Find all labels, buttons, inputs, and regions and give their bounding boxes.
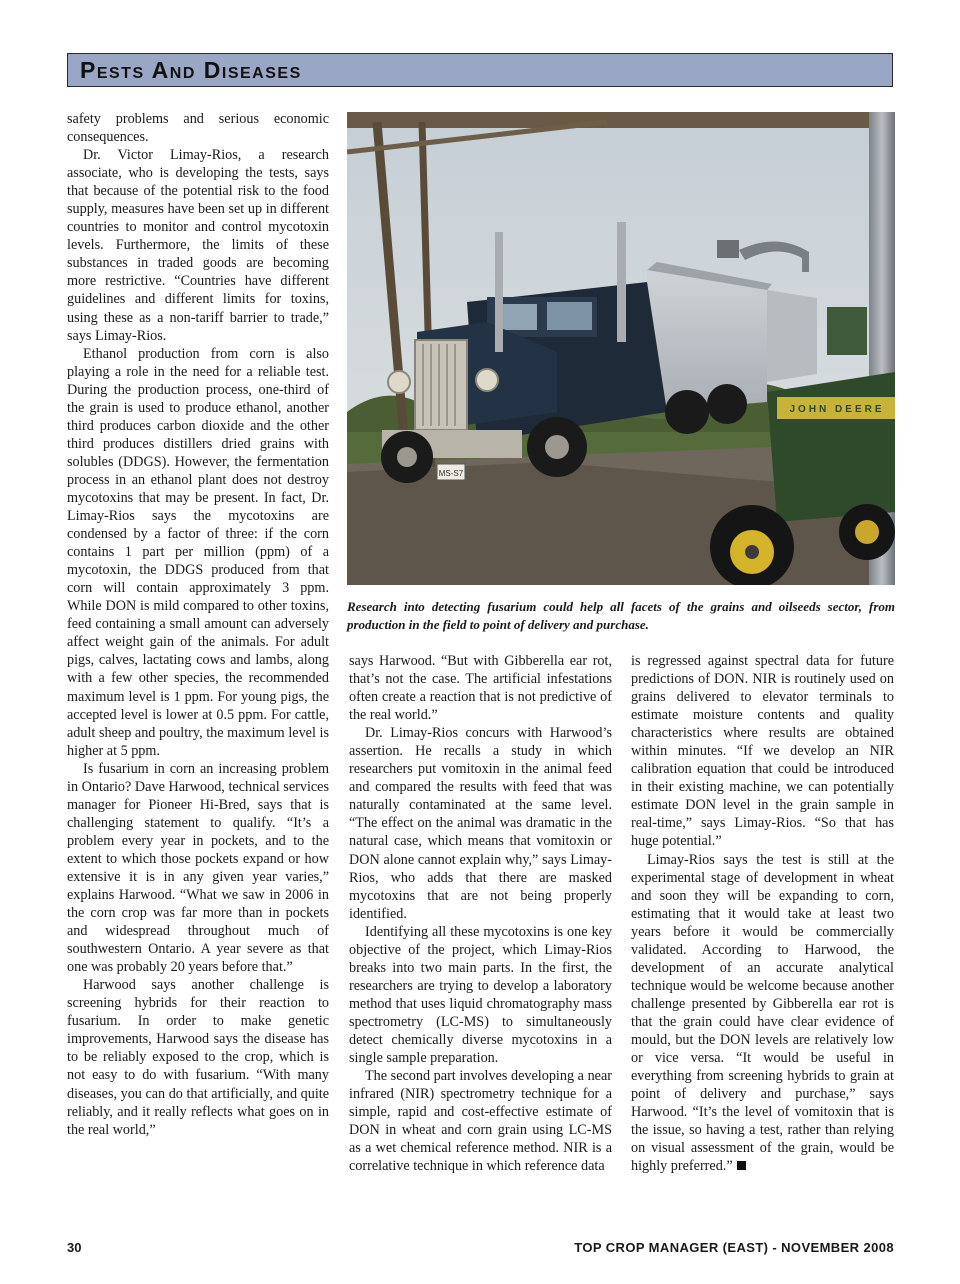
paragraph [631,851,894,1176]
section-header [67,53,893,87]
paragraph: Is fusarium in corn an increasing problem in Ontario? Dave Harwood, technical services manager for Pioneer Hi-Bred, says that is challenging statement to qualify. “It’s a problem every year in pockets, and to the extent to which those pockets expand or how extensive it is in any given year varies,” explains Harwood. “What we saw in 2006 in the corn crop was far more than in pockets and widespread throughout much of southwestern Ontario. A year severe as that one was probably 20 years before that.” [67,760,329,976]
article-column-1 [67,110,329,1139]
paragraph: is regressed against spectral data for future predictions of DON. NIR is routinely used on grains delivered to elevator terminals to estimate moisture contents and quality characteristics where results are obtained within minutes. “If we develop an NIR calibration equation that could be introduced in their existing machine, we can potentially estimate DON level in the grain sample in real-time,” says Limay-Rios. “So that has huge potential.” [631,653,894,850]
paragraph: Identifying all these mycotoxins is one key objective of the project, which Limay-Rios breaks into two main parts. In the first, the researchers are trying to develop a laboratory method that uses liquid chromatography mass spectrometry (LC-MS) to simultaneously detect chemically diverse mycotoxins in a single sample preparation. [349,923,612,1067]
page-number: 30 [67,1240,82,1255]
article-column-3 [631,652,894,1175]
publication-footer: TOP CROP MANAGER (EAST) - NOVEMBER 2008 [574,1240,894,1255]
truck-photo [347,112,895,585]
paragraph-text: Limay-Rios says the test is still at the experimental stage of development in wheat and soon they will be expanding to corn, estimating that it would take at least two years before it would be commercially validated. According to Harwood, the development of an accurate analytical technique would be welcome because another challenge presented by Gibberella ear rot is that the grain could have clear evidence of mould, but the DON levels are relatively low or vice versa. “It would be useful in everything from screening hybrids to grain at point of delivery and purchase,” says Harwood. “It’s the level of vomitoxin that is the issue, so having a test, rather than relying on visual assessment of the grain, would be highly preferred.” [631,851,894,1175]
paragraph: safety problems and serious economic consequences. [67,111,329,146]
paragraph: says Harwood. “But with Gibberella ear rot, that’s not the case. The artificial infestations often create a reaction that is not predictive of the real world.” [349,653,612,724]
section-title: Pests And Diseases [80,57,302,83]
tractor-brand: JOHN DEERE [789,404,885,415]
paragraph: Ethanol production from corn is also playing a role in the need for a reliable test. During the production process, one-third of the grain is used to produce ethanol, another third produces carbon dioxide and the other third produces distillers dried grains with solubles (DDGS). However, the fermentation process in an ethanol plant does not destroy mycotoxins that may be present. In fact, Dr. Limay-Rios says the mycotoxins are condensed by a factor of three: if the corn contains 1 part per million (ppm) of a mycotoxin, the DDGS produced from that corn will contain approximately 3 ppm. While DON is mild compared to other toxins, feed containing a small amount can adversely affect weight gain of the animals. For adult pigs, calves, lactating cows and lambs, along with a few other species, the recommended maximum level is 1 ppm. For young pigs, the accepted level is lower at 0.5 ppm. For cattle, adult sheep and poultry, the maximum level is higher at 5 ppm. [67,345,329,759]
paragraph: Dr. Limay-Rios concurs with Harwood’s assertion. He recalls a study in which researchers put vomitoxin in the animal feed and compared the results with feed that was naturally contaminated at the same level. “The effect on the animal was dramatic in the natural case, which means that vomitoxin or DON alone cannot explain why,” says Limay-Rios, who adds that there are masked mycotoxins that are not being properly identified. [349,725,612,922]
paragraph: Dr. Victor Limay-Rios, a research associate, who is developing the tests, says that because of the potential risk to the food supply, measures have been set up in different countries to monitor and control mycotoxin levels. Furthermore, the limits of these substances in traded goods are becoming more restrictive. “Countries have different guidelines and different limits for toxins, using these as a non-tariff barrier to trade,” says Limay-Rios. [67,147,329,344]
paragraph: The second part involves developing a near infrared (NIR) spectrometry technique for a simple, rapid and cost-effective estimate of DON in wheat and corn grain using LC-MS as a wet chemical reference method. NIR is a correlative technique in which reference data [349,1068,612,1175]
end-mark-icon [737,1161,746,1170]
paragraph: Harwood says another challenge is screening hybrids for their reaction to fusarium. In order to make genetic improvements, Harwood says the disease has to be reliably exposed to the crop, which is not easy to do with fusarium. “With many diseases, you can do that artificially, and quite reliably, and it really reflects what goes on in the real world,” [67,977,329,1138]
license-plate: MS-S7 [438,469,464,478]
truck-photo-illustration [347,112,895,585]
photo-caption: Research into detecting fusarium could help all facets of the grains and oilseeds sector, from production in the field to point of delivery and purchase. [347,599,895,632]
article-column-2 [349,652,612,1175]
